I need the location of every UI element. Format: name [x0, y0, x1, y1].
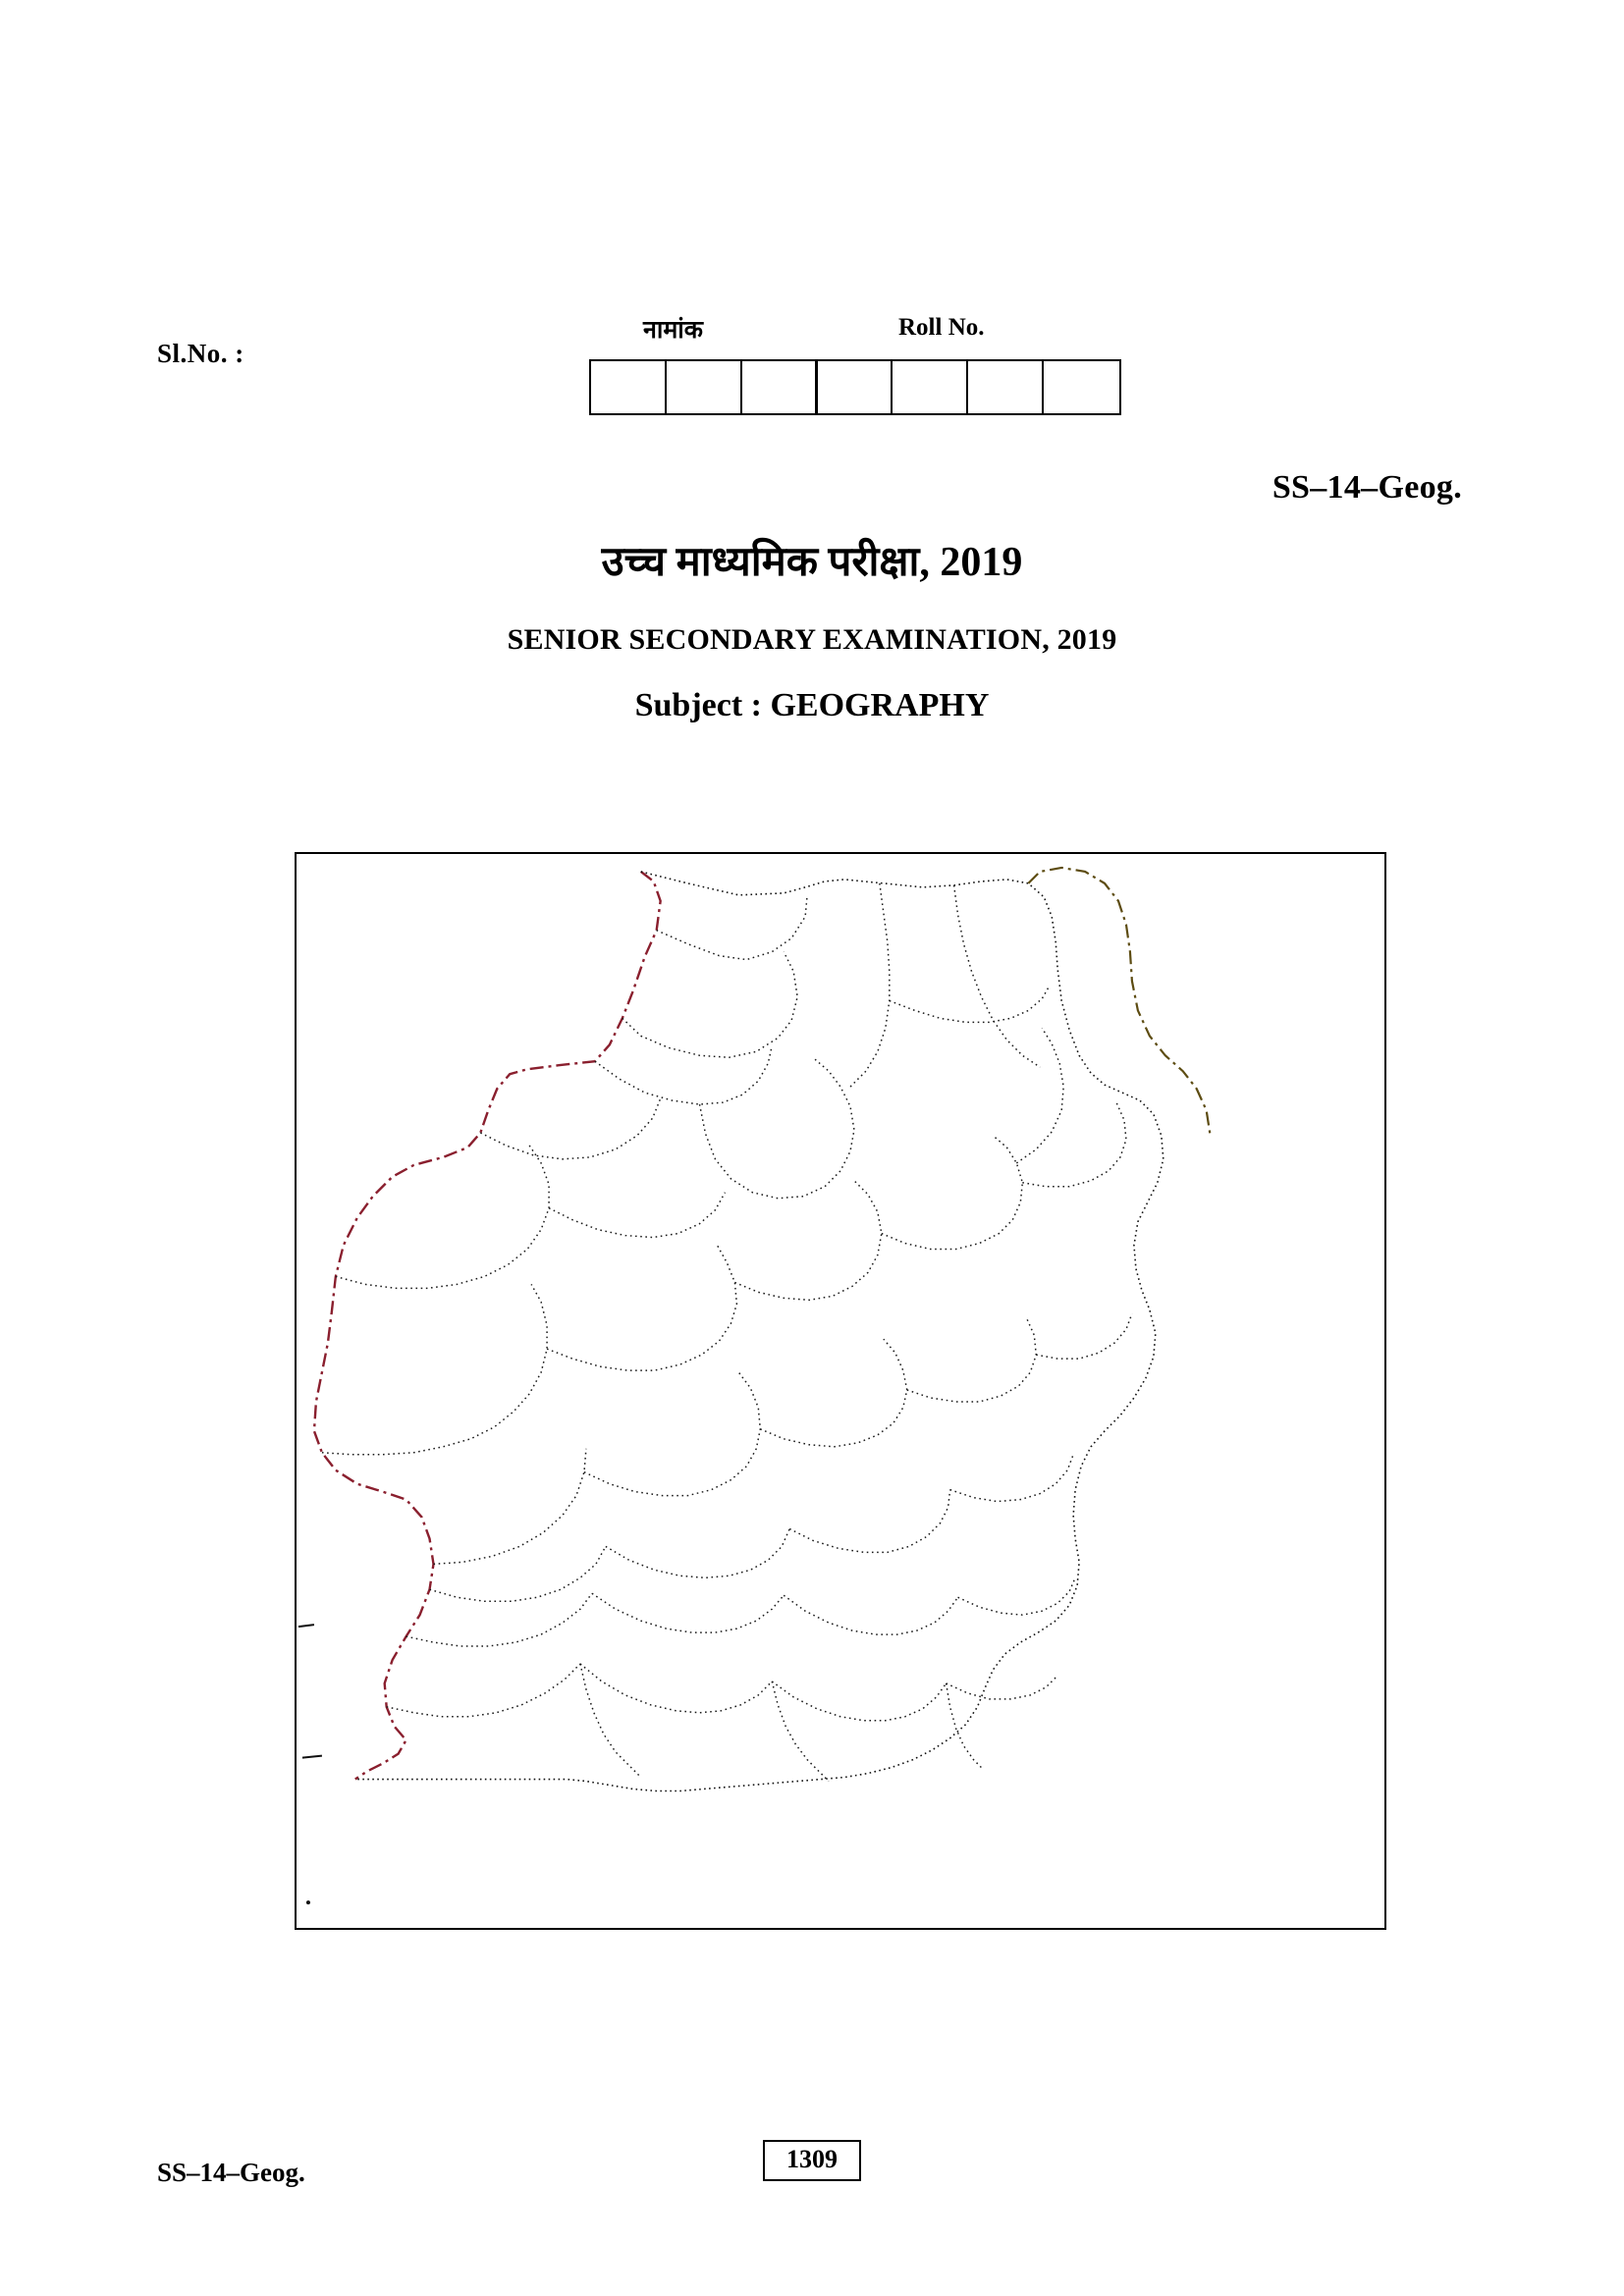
- roll-number-boxes[interactable]: [589, 359, 1121, 415]
- paper-code: SS–14–Geog.: [1272, 469, 1462, 506]
- roll-digit-cell[interactable]: [893, 361, 968, 413]
- roll-digit-cell[interactable]: [591, 361, 667, 413]
- rajasthan-outline-map: [297, 854, 1384, 1928]
- roll-digit-cell[interactable]: [818, 361, 893, 413]
- roll-number-labels: [589, 312, 1119, 347]
- serial-number-label: Sl.No. :: [157, 339, 244, 368]
- roll-digit-cell[interactable]: [968, 361, 1044, 413]
- roll-digit-cell[interactable]: [1044, 361, 1119, 413]
- namank-label: नामांक: [643, 317, 703, 344]
- roll-digit-cell[interactable]: [667, 361, 742, 413]
- roll-number-block: [589, 312, 1119, 347]
- roll-no-label: Roll No.: [898, 314, 985, 341]
- footer-page-number: 1309: [763, 2140, 861, 2181]
- map-frame: [295, 852, 1386, 1930]
- footer-paper-code: SS–14–Geog.: [157, 2158, 305, 2187]
- exam-title-english: SENIOR SECONDARY EXAMINATION, 2019: [507, 623, 1117, 656]
- subject-title: Subject : GEOGRAPHY: [634, 687, 990, 723]
- roll-digit-cell[interactable]: [742, 361, 818, 413]
- exam-title-hindi: उच्च माध्यमिक परीक्षा, 2019: [601, 540, 1023, 585]
